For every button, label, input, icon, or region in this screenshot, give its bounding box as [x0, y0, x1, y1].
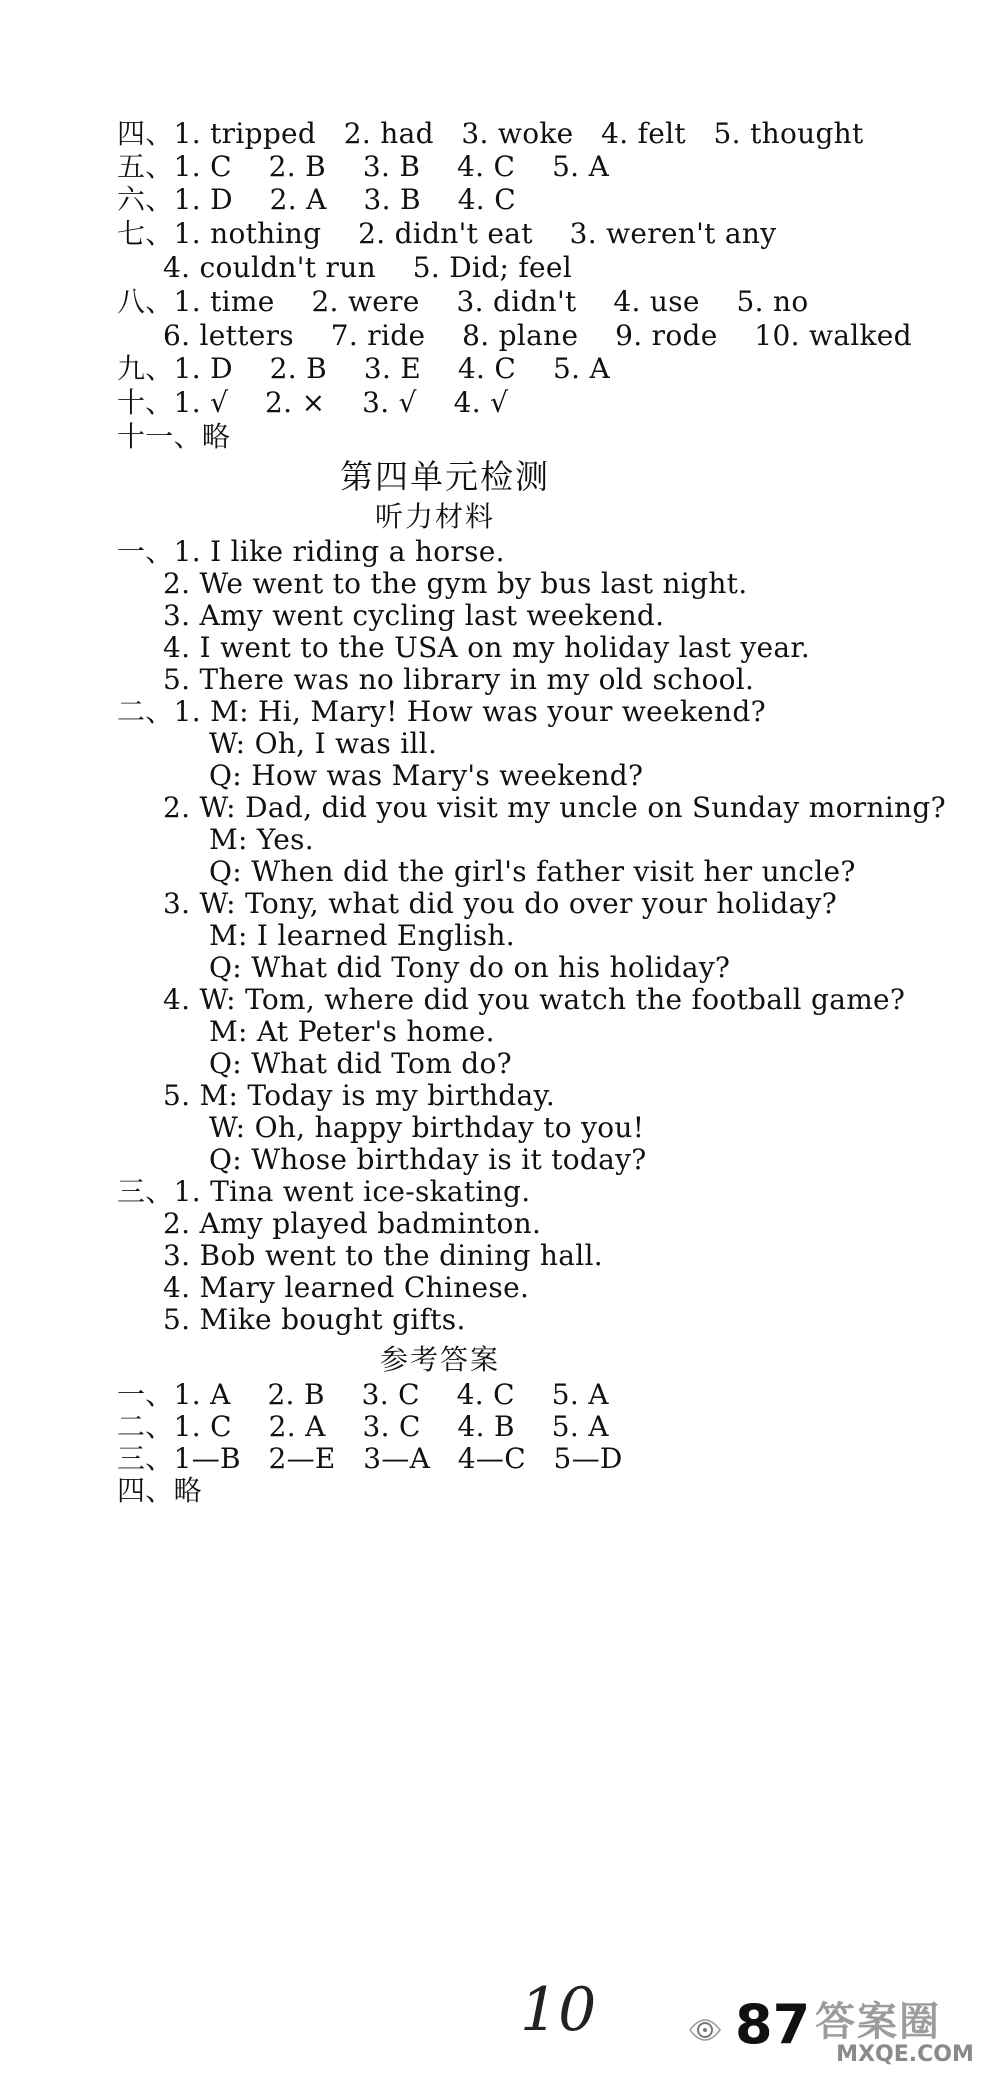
- listening-line: M: At Peter's home.: [117, 1015, 495, 1048]
- page-number: 87: [735, 1993, 811, 2056]
- listening-line: 三、1. Tina went ice-skating.: [117, 1175, 531, 1208]
- listening-line: Q: What did Tom do?: [117, 1047, 512, 1080]
- answer-line-9: 九、1. D 2. B 3. E 4. C 5. A: [117, 352, 610, 385]
- answer-line-7: 七、1. nothing 2. didn't eat 3. weren't any: [117, 217, 777, 250]
- watermark-url: MXQE.COM: [836, 2042, 974, 2067]
- listening-line: 5. M: Today is my birthday.: [117, 1079, 556, 1112]
- listening-line: W: Oh, I was ill.: [117, 727, 438, 760]
- listening-line: 3. Bob went to the dining hall.: [117, 1239, 603, 1272]
- listening-line: 2. W: Dad, did you visit my uncle on Sunday morning?: [117, 791, 946, 824]
- answer-line-6: 六、1. D 2. A 3. B 4. C: [117, 183, 516, 216]
- listening-line: W: Oh, happy birthday to you!: [117, 1111, 645, 1144]
- listening-title: 听力材料: [375, 500, 496, 533]
- listening-line: 2. We went to the gym by bus last night.: [117, 567, 748, 600]
- listening-line: Q: When did the girl's father visit her uncle?: [117, 855, 856, 888]
- listening-line: M: Yes.: [117, 823, 314, 856]
- listening-line: 4. I went to the USA on my holiday last year.: [117, 631, 811, 664]
- answer-line-5: 五、1. C 2. B 3. B 4. C 5. A: [117, 150, 610, 183]
- listening-line: 4. Mary learned Chinese.: [117, 1271, 530, 1304]
- listening-line: 一、1. I like riding a horse.: [117, 535, 505, 568]
- answer-line-7-cont: 4. couldn't run 5. Did; feel: [117, 251, 573, 284]
- answer-line-4: 四、1. tripped 2. had 3. woke 4. felt 5. thought: [117, 117, 864, 150]
- listening-line: Q: What did Tony do on his holiday?: [117, 951, 731, 984]
- key-answer-line: 二、1. C 2. A 3. C 4. B 5. A: [117, 1410, 609, 1443]
- listening-line: M: I learned English.: [117, 919, 515, 952]
- key-answer-line: 三、1—B 2—E 3—A 4—C 5—D: [117, 1442, 623, 1475]
- key-answer-line: 四、略: [117, 1474, 202, 1507]
- listening-line: 3. W: Tony, what did you do over your holiday?: [117, 887, 838, 920]
- answer-line-8: 八、1. time 2. were 3. didn't 4. use 5. no: [117, 285, 809, 318]
- listening-line: 5. Mike bought gifts.: [117, 1303, 466, 1336]
- listening-line: 二、1. M: Hi, Mary! How was your weekend?: [117, 695, 766, 728]
- listening-line: Q: Whose birthday is it today?: [117, 1143, 647, 1176]
- flourish-icon: [680, 2005, 730, 2055]
- listening-line: Q: How was Mary's weekend?: [117, 759, 644, 792]
- listening-line: 4. W: Tom, where did you watch the football game?: [117, 983, 906, 1016]
- answer-line-11: 十一、略: [117, 420, 231, 453]
- key-answer-line: 一、1. A 2. B 3. C 4. C 5. A: [117, 1378, 609, 1411]
- answer-line-8-cont: 6. letters 7. ride 8. plane 9. rode 10. walked: [117, 319, 912, 352]
- listening-line: 5. There was no library in my old school.: [117, 663, 755, 696]
- watermark: [810, 1990, 1000, 2079]
- handwritten-note: 10: [520, 1975, 597, 2045]
- unit-title: 第四单元检测: [340, 457, 550, 496]
- listening-line: 2. Amy played badminton.: [117, 1207, 542, 1240]
- watermark-logo: 答案圈: [815, 1999, 941, 2045]
- answers-title: 参考答案: [380, 1343, 501, 1376]
- answer-line-10: 十、1. √ 2. × 3. √ 4. √: [117, 386, 509, 419]
- listening-line: 3. Amy went cycling last weekend.: [117, 599, 665, 632]
